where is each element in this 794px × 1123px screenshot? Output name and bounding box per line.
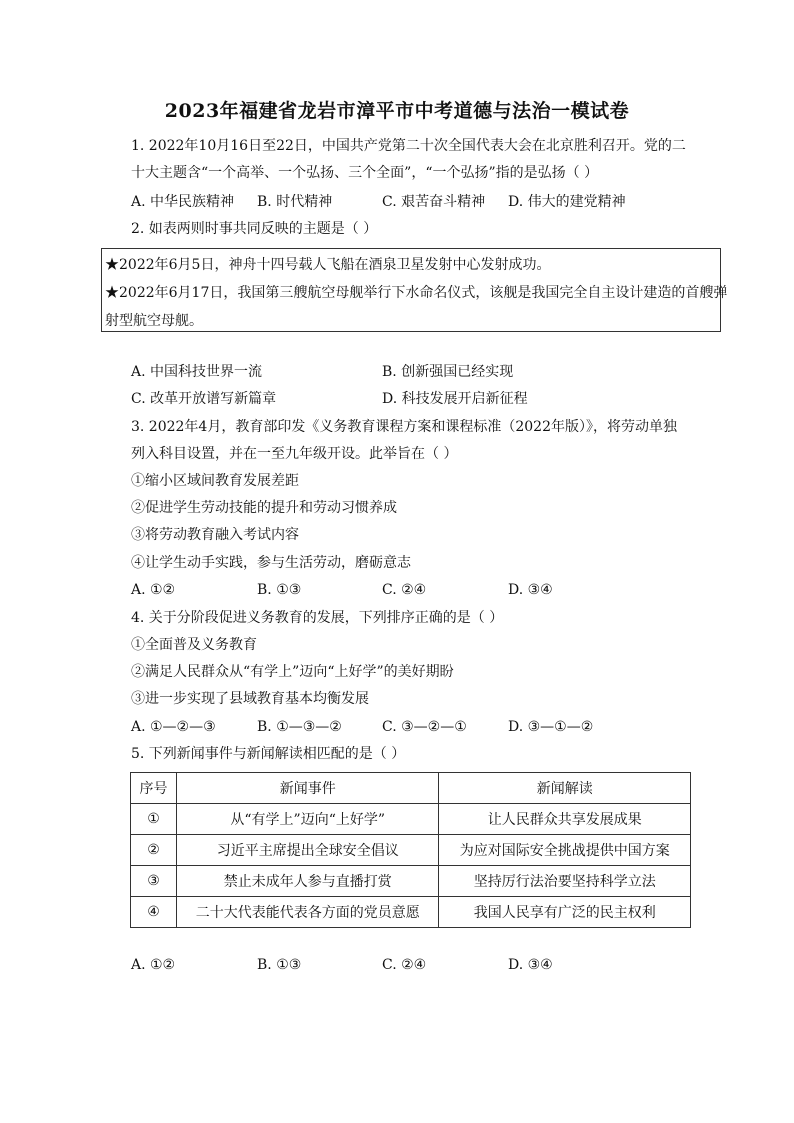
question-1-line-2: 十大主题含“一个高举、一个弘扬、三个全面”，“一个弘扬”指的是弘扬（ ）: [131, 165, 599, 181]
question-5-option-c: C. ②④: [382, 957, 427, 973]
row-interpretation: 我国人民享有广泛的民主权利: [439, 897, 691, 928]
row-event: 习近平主席提出全球安全倡议: [176, 835, 439, 866]
row-event: 禁止未成年人参与直播打赏: [176, 866, 439, 897]
question-4-stem: 4. 关于分阶段促进义务教育的发展，下列排序正确的是（ ）: [131, 610, 504, 626]
question-3-line-2: 列入科目设置，并在一至九年级开设。此举旨在（ ）: [131, 446, 458, 462]
table-row: [131, 897, 691, 928]
question-1-option-b: B. 时代精神: [257, 194, 333, 210]
question-4-item-1: ①全面普及义务教育: [131, 637, 257, 653]
question-5-option-b: B. ①③: [257, 957, 302, 973]
question-4-option-b: B. ①—③—②: [257, 719, 342, 735]
question-4-option-d: D. ③—①—②: [508, 719, 594, 735]
question-3-item-3: ③将劳动教育融入考试内容: [131, 527, 299, 543]
question-3-item-1: ①缩小区域间教育发展差距: [131, 473, 299, 489]
question-4-item-3: ③进一步实现了县域教育基本均衡发展: [131, 691, 369, 707]
question-3-item-2: ②促进学生劳动技能的提升和劳动习惯养成: [131, 500, 397, 516]
question-5-stem: 5. 下列新闻事件与新闻解读相匹配的是（ ）: [131, 746, 406, 762]
header-news-event: 新闻事件: [176, 773, 439, 804]
row-event: 二十大代表能代表各方面的党员意愿: [176, 897, 439, 928]
row-number: ①: [131, 804, 177, 835]
question-3-item-4: ④让学生动手实践，参与生活劳动，磨砺意志: [131, 555, 411, 571]
table-header-row: [131, 773, 691, 804]
news-box: [101, 248, 728, 332]
question-3-option-a: A. ①②: [131, 582, 176, 598]
question-3-option-c: C. ②④: [382, 582, 427, 598]
row-interpretation: 为应对国际安全挑战提供中国方案: [439, 835, 691, 866]
page-title: 2023年福建省龙岩市漳平市中考道德与法治一模试卷: [164, 100, 630, 122]
news-box-line-1: ★2022年6月5日，神舟十四号载人飞船在酒泉卫星发射中心发射成功。: [105, 257, 551, 273]
news-box-line-3: 射型航空母舰。: [105, 313, 203, 329]
question-2-option-a: A. 中国科技世界一流: [131, 364, 263, 380]
question-3-option-d: D. ③④: [508, 582, 553, 598]
question-2-option-c: C. 改革开放谱写新篇章: [131, 391, 277, 407]
table-row: [131, 835, 691, 866]
question-1-line-1: 1. 2022年10月16日至22日，中国共产党第二十次全国代表大会在北京胜利召开。党的二: [131, 138, 686, 154]
question-3-option-b: B. ①③: [257, 582, 302, 598]
row-interpretation: 让人民群众共享发展成果: [439, 804, 691, 835]
header-number: 序号: [131, 773, 177, 804]
question-4-item-2: ②满足人民群众从“有学上”迈向“上好学”的美好期盼: [131, 664, 454, 680]
news-box-line-2: ★2022年6月17日，我国第三艘航空母舰举行下水命名仪式，该舰是我国完全自主设计建造的首艘弹: [105, 285, 728, 301]
question-1-option-a: A. 中华民族精神: [131, 194, 235, 210]
question-2-option-d: D. 科技发展开启新征程: [382, 391, 528, 407]
question-5-option-a: A. ①②: [131, 957, 176, 973]
question-1-option-c: C. 艰苦奋斗精神: [382, 194, 486, 210]
row-event: 从“有学上”迈向“上好学”: [176, 804, 439, 835]
question-4-option-a: A. ①—②—③: [131, 719, 216, 735]
table-row: [131, 866, 691, 897]
news-table: [130, 772, 691, 928]
question-3-line-1: 3. 2022年4月，教育部印发《义务教育课程方案和课程标准（2022年版）》，将劳动单独: [131, 419, 677, 435]
question-2-stem: 2. 如表两则时事共同反映的主题是（ ）: [131, 221, 378, 237]
row-interpretation: 坚持厉行法治要坚持科学立法: [439, 866, 691, 897]
row-number: ④: [131, 897, 177, 928]
row-number: ③: [131, 866, 177, 897]
row-number: ②: [131, 835, 177, 866]
question-5-option-d: D. ③④: [508, 957, 553, 973]
table-row: [131, 804, 691, 835]
question-1-option-d: D. 伟大的建党精神: [508, 194, 626, 210]
question-2-option-b: B. 创新强国已经实现: [382, 364, 514, 380]
header-news-interpretation: 新闻解读: [439, 773, 691, 804]
question-4-option-c: C. ③—②—①: [382, 719, 467, 735]
